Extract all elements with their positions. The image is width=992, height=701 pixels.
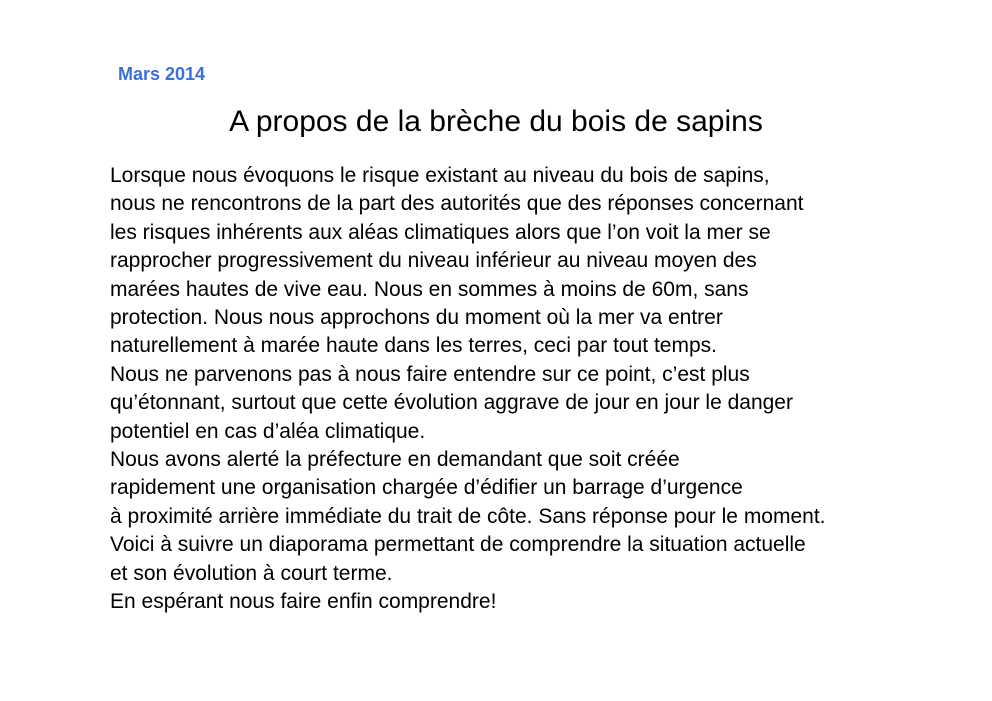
text-line: rapidement une organisation chargée d’édifier un barrage d’urgence [110, 476, 743, 500]
body-paragraph [110, 162, 970, 617]
text-line: et son évolution à court terme. [110, 561, 393, 585]
text-line: naturellement à marée haute dans les terres, ceci par tout temps. [110, 334, 717, 358]
text-line: à proximité arrière immédiate du trait de côte. Sans réponse pour le moment. [110, 504, 826, 528]
text-line: Lorsque nous évoquons le risque existant au niveau du bois de sapins, [110, 164, 770, 187]
text-line: marées hautes de vive eau. Nous en sommes à moins de 60m, sans [110, 277, 749, 301]
text-line: rapprocher progressivement du niveau inférieur au niveau moyen des [110, 249, 757, 273]
date-label: Mars 2014 [118, 64, 206, 84]
text-line: Nous avons alerté la préfecture en demandant que soit créée [110, 448, 680, 472]
text-line: les risques inhérents aux aléas climatiques alors que l’on voit la mer se [110, 220, 771, 244]
page-title: A propos de la brèche du bois de sapins [229, 105, 763, 138]
text-line: Nous ne parvenons pas à nous faire entendre sur ce point, c’est plus [110, 362, 750, 386]
text-line: Voici à suivre un diaporama permettant de comprendre la situation actuelle [110, 533, 806, 557]
text-line: qu’étonnant, surtout que cette évolution aggrave de jour en jour le danger [110, 391, 793, 415]
text-line: nous ne rencontrons de la part des autorités que des réponses concernant [110, 192, 804, 216]
text-line: potentiel en cas d’aléa climatique. [110, 419, 426, 443]
text-line: protection. Nous nous approchons du moment où la mer va entrer [110, 306, 723, 330]
text-line: En espérant nous faire enfin comprendre! [110, 590, 497, 614]
